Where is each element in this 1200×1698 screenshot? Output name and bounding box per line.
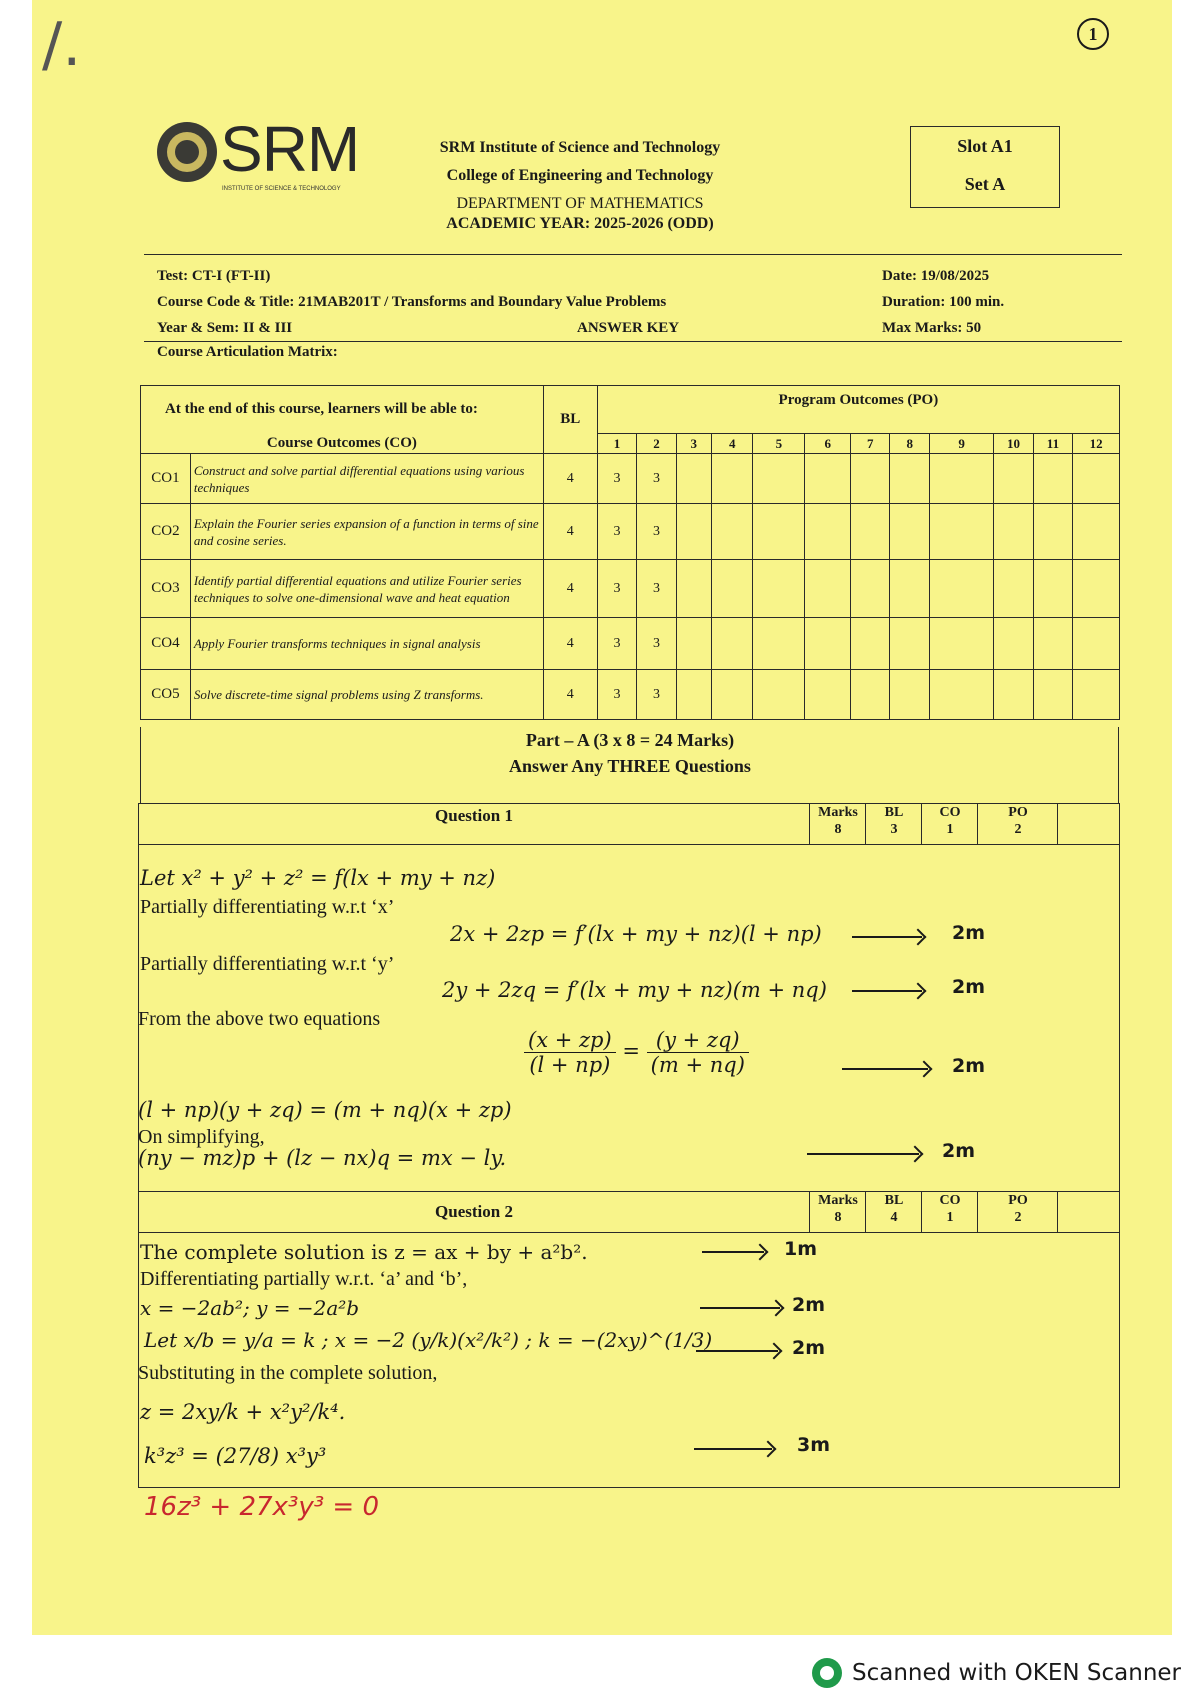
- q1-bl: 3: [890, 822, 898, 837]
- po-header: Program Outcomes (PO): [597, 386, 1119, 434]
- page-number: 1: [1077, 18, 1109, 50]
- co-description: Identify partial differential equations and utilize Fourier series techniques to solve one-dimensional wave and heat equation: [190, 560, 543, 618]
- q2-line-3: x = −2ab²; y = −2a²b: [140, 1296, 360, 1320]
- info-divider: [144, 341, 1122, 342]
- q1-mark-2: 2m: [952, 976, 986, 998]
- q1-line-1: Let x² + y² + z² = f(lx + my + nz): [140, 866, 496, 890]
- q1-mark-3: 2m: [952, 1055, 986, 1077]
- q2-line-5: Substituting in the complete solution,: [138, 1362, 438, 1384]
- co-code: CO3: [141, 560, 191, 618]
- exam-duration: Duration: 100 min.: [882, 294, 1005, 310]
- co-code: CO1: [141, 454, 191, 504]
- q1-line-4: Partially differentiating w.r.t ‘y’: [140, 953, 395, 975]
- po-number: 11: [1033, 434, 1072, 454]
- co-bl: 4: [543, 504, 597, 560]
- po-number: 6: [805, 434, 851, 454]
- co-bl: 4: [543, 670, 597, 720]
- co-code: CO5: [141, 670, 191, 720]
- arrow-icon: [842, 1068, 928, 1070]
- q2-po-cell: [977, 1192, 1058, 1232]
- arrow-icon: [807, 1153, 919, 1155]
- arrow-icon: [852, 936, 922, 938]
- q2-extra-cell: [1057, 1192, 1118, 1232]
- co-po1: 3: [597, 504, 636, 560]
- logo-emblem-icon: [157, 122, 217, 182]
- table-row: [141, 618, 1120, 670]
- q1-line-10: (ny − mz)p + (lz − nx)q = mx − ly.: [138, 1146, 507, 1170]
- q1-marks: 8: [834, 822, 842, 837]
- articulation-label: Course Articulation Matrix:: [157, 344, 338, 360]
- q2-marks-cell: [809, 1192, 866, 1232]
- q1-po-label: PO: [1008, 805, 1028, 820]
- q2-line-4: Let x/b = y/a = k ; x = −2 (y/k)(x²/k²) ; k = −(2xy)^(1/3): [144, 1328, 713, 1352]
- q2-bl: 4: [890, 1210, 898, 1225]
- q1-po: 2: [1014, 822, 1022, 837]
- q1-po-cell: [977, 804, 1058, 844]
- table-row: [141, 504, 1120, 560]
- q1-mark-1: 2m: [952, 922, 986, 944]
- q1-co-cell: [921, 804, 978, 844]
- co-po1: 3: [597, 618, 636, 670]
- q2-mark-1: 1m: [784, 1238, 818, 1260]
- co-description: Construct and solve partial differential equations using various techniques: [190, 454, 543, 504]
- question-1-header: [138, 803, 1120, 845]
- co-description: Apply Fourier transforms techniques in signal analysis: [190, 618, 543, 670]
- q2-mark-3: 2m: [792, 1337, 826, 1359]
- q2-line-7: k³z³ = (27/8) x³y³: [144, 1444, 327, 1468]
- po-number: 10: [994, 434, 1033, 454]
- co-po1: 3: [597, 454, 636, 504]
- test-name: Test: CT-I (FT-II): [157, 268, 271, 284]
- q1-line-5: 2y + 2zq = f′(lx + my + nz)(m + nq): [442, 978, 827, 1002]
- table-row: [141, 560, 1120, 618]
- q1-frac-a-den: (l + np): [529, 1053, 611, 1077]
- q2-marks-label: Marks: [818, 1193, 858, 1208]
- po-number: 5: [753, 434, 805, 454]
- q1-bl-label: BL: [884, 805, 904, 820]
- question-2-title: Question 2: [435, 1202, 513, 1221]
- answer-key-label: ANSWER KEY: [577, 320, 680, 336]
- co-po2: 3: [637, 454, 676, 504]
- q1-line-6: From the above two equations: [138, 1008, 381, 1030]
- q2-line-1: The complete solution is z = ax + by + a²b².: [140, 1240, 588, 1264]
- course-outcomes-table: [140, 385, 1120, 720]
- q2-bl-label: BL: [884, 1193, 904, 1208]
- co-header: Course Outcomes (CO): [141, 434, 544, 454]
- document-page: [32, 0, 1172, 1635]
- q2-mark-2: 2m: [792, 1294, 826, 1316]
- slot-box: [910, 126, 1060, 208]
- q2-co: 1: [946, 1210, 954, 1225]
- po-number: 1: [597, 434, 636, 454]
- q2-po: 2: [1014, 1210, 1022, 1225]
- arrow-icon: [852, 990, 922, 992]
- co-code: CO4: [141, 618, 191, 670]
- co-bl: 4: [543, 560, 597, 618]
- po-number: 12: [1073, 434, 1120, 454]
- po-number: 4: [711, 434, 753, 454]
- part-a-title: Part – A (3 x 8 = 24 Marks): [525, 730, 735, 750]
- q2-co-cell: [921, 1192, 978, 1232]
- co-po2: 3: [637, 618, 676, 670]
- co-description: Explain the Fourier series expansion of a function in terms of sine and cosine series.: [190, 504, 543, 560]
- co-po2: 3: [637, 560, 676, 618]
- arrow-icon: [700, 1307, 780, 1309]
- co-bl: 4: [543, 454, 597, 504]
- part-a-subtitle: Answer Any THREE Questions: [509, 756, 751, 776]
- q1-line-3: 2x + 2zp = f′(lx + my + nz)(l + np): [450, 922, 822, 946]
- q2-mark-4: 3m: [797, 1434, 831, 1456]
- year-semester: Year & Sem: II & III: [157, 320, 293, 336]
- arrow-icon: [696, 1350, 778, 1352]
- co-po2: 3: [637, 504, 676, 560]
- question-1-title: Question 1: [435, 806, 513, 825]
- header-line-3: DEPARTMENT OF MATHEMATICS: [456, 195, 704, 212]
- q1-marks-cell: [809, 804, 866, 844]
- q2-bl-cell: [865, 1192, 922, 1232]
- po-number: 2: [637, 434, 676, 454]
- corner-mark: /.: [42, 10, 82, 80]
- q2-co-label: CO: [939, 1193, 961, 1208]
- co-description: Solve discrete-time signal problems using Z transforms.: [190, 670, 543, 720]
- q1-line-8: (l + np)(y + zq) = (m + nq)(x + zp): [138, 1098, 512, 1122]
- q2-line-6: z = 2xy/k + x²y²/k⁴.: [140, 1400, 346, 1424]
- question-2-header: [138, 1191, 1120, 1233]
- institution-header: [412, 134, 748, 238]
- q1-co: 1: [946, 822, 954, 837]
- po-number: 7: [851, 434, 890, 454]
- co-bl: 4: [543, 618, 597, 670]
- q1-marks-label: Marks: [818, 805, 858, 820]
- co-code: CO2: [141, 504, 191, 560]
- q2-line-2: Differentiating partially w.r.t. ‘a’ and ‘b’,: [140, 1268, 468, 1290]
- arrow-icon: [694, 1448, 772, 1450]
- q1-mark-4: 2m: [942, 1140, 976, 1162]
- q1-bl-cell: [865, 804, 922, 844]
- header-divider: [144, 254, 1122, 255]
- q2-handwritten-answer: 16z³ + 27x³y³ = 0: [144, 1492, 380, 1522]
- scanner-logo-icon: [812, 1658, 842, 1688]
- table-row: [141, 454, 1120, 504]
- q1-line-2: Partially differentiating w.r.t ‘x’: [140, 896, 395, 918]
- arrow-icon: [702, 1251, 764, 1253]
- q2-po-label: PO: [1008, 1193, 1028, 1208]
- q1-co-label: CO: [939, 805, 961, 820]
- logo-text: SRM: [220, 113, 360, 185]
- table-row: [141, 670, 1120, 720]
- bl-header: BL: [543, 386, 597, 454]
- q1-frac-b-den: (m + nq): [650, 1053, 745, 1077]
- po-number: 9: [929, 434, 993, 454]
- q1-fraction-equation: $\frac{(x + zp)}{(l + np)}$ = $\frac{(y + zq)}{(m + nq)}$: [524, 1028, 749, 1077]
- exam-date: Date: 19/08/2025: [882, 268, 990, 284]
- q1-line-9: On simplifying,: [138, 1126, 265, 1148]
- scanner-watermark: Scanned with OKEN Scanner: [852, 1660, 1181, 1686]
- co-po1: 3: [597, 670, 636, 720]
- max-marks: Max Marks: 50: [882, 320, 982, 336]
- q2-marks: 8: [834, 1210, 842, 1225]
- po-number: 3: [676, 434, 711, 454]
- q1-extra-cell: [1057, 804, 1118, 844]
- set-label: Set A: [964, 174, 1006, 194]
- co-po2: 3: [637, 670, 676, 720]
- header-line-4: ACADEMIC YEAR: 2025-2026 (ODD): [446, 215, 714, 232]
- slot-label: Slot A1: [957, 136, 1013, 156]
- header-line-1: SRM Institute of Science and Technology: [439, 139, 721, 156]
- course-title: Course Code & Title: 21MAB201T / Transforms and Boundary Value Problems: [157, 294, 667, 310]
- co-po1: 3: [597, 560, 636, 618]
- header-line-2: College of Engineering and Technology: [446, 167, 714, 184]
- q1-frac-b-num: (y + zq): [647, 1028, 749, 1053]
- q1-frac-a-num: (x + zp): [524, 1028, 616, 1053]
- logo-subtext: INSTITUTE OF SCIENCE & TECHNOLOGY: [222, 186, 341, 192]
- co-table-intro: At the end of this course, learners will be able to:: [141, 386, 544, 434]
- po-number: 8: [890, 434, 929, 454]
